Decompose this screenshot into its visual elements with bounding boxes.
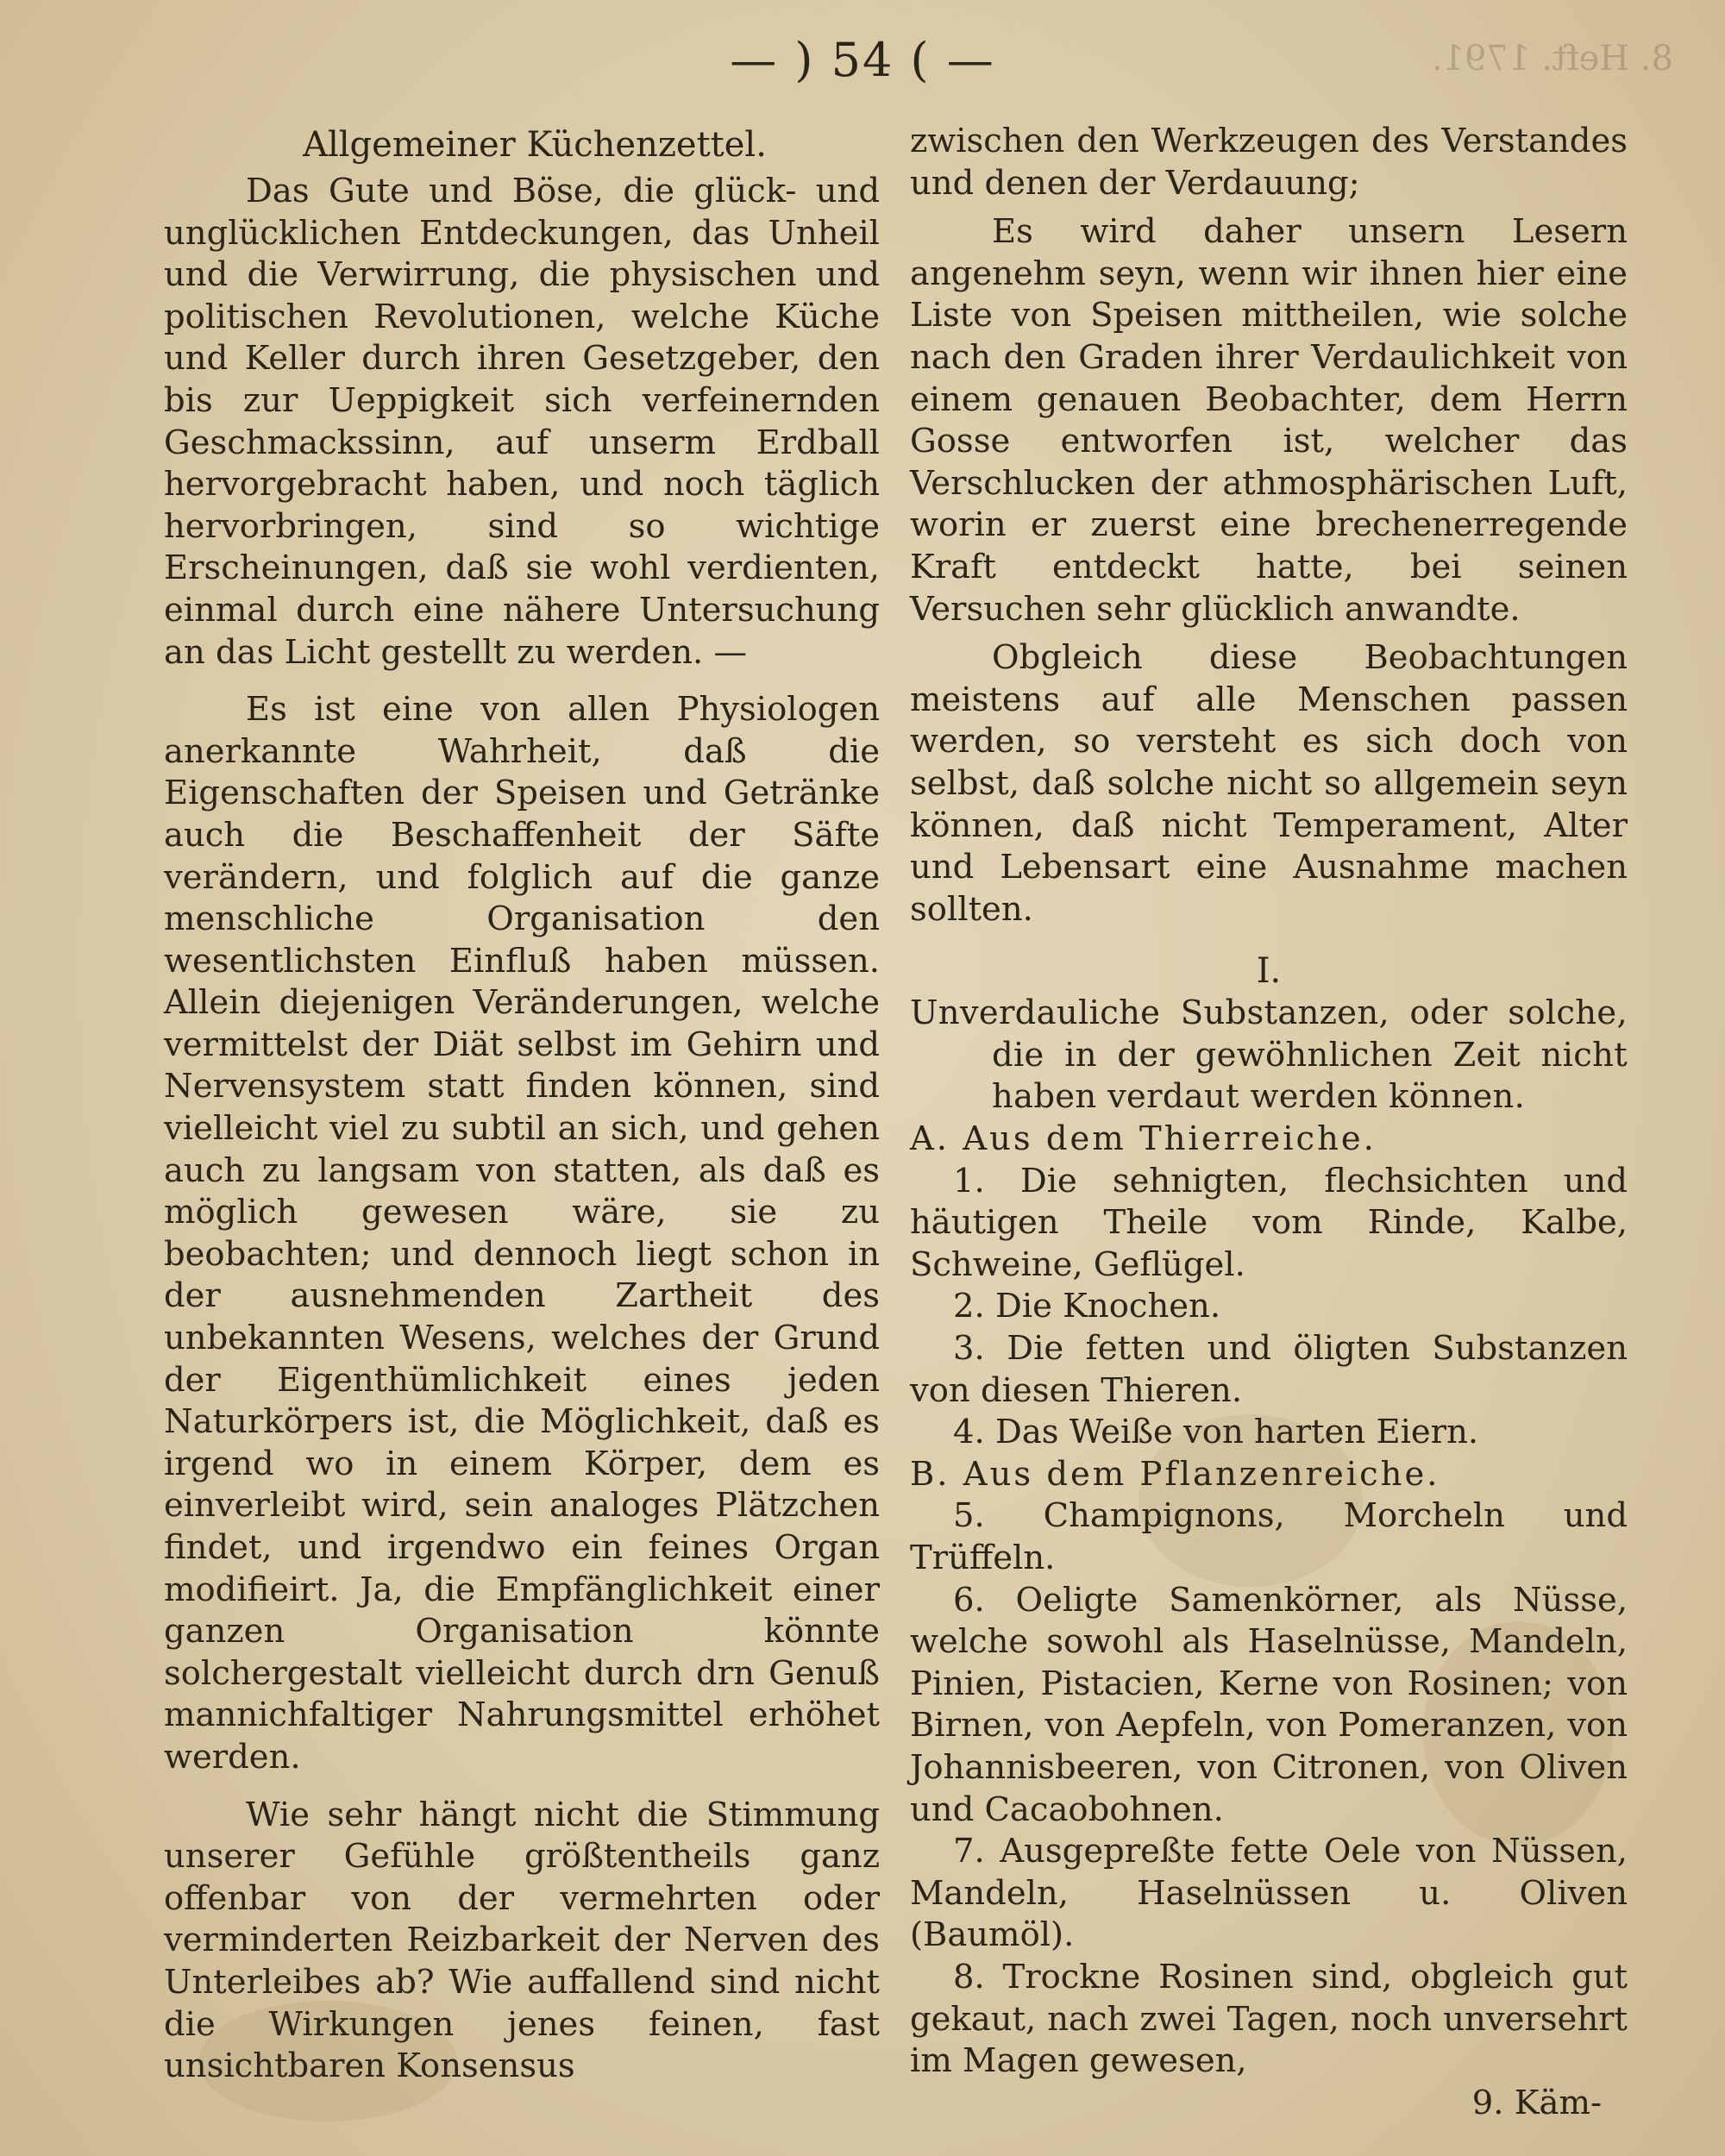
spacer	[910, 630, 1628, 637]
spacer	[910, 204, 1628, 211]
list-item: 7. Ausgepreßte fette Oele von Nüssen, Mandeln, Haselnüssen u. Oliven (Baumöl).	[910, 1832, 1628, 1955]
list-item: 1. Die sehnigten, flechsichten und häutigen Theile vom Rinde, Kalbe, Schweine, Geflügel.	[910, 1161, 1628, 1284]
article-title: Allgemeiner Küchenzettel.	[303, 125, 767, 165]
paragraph: Wie sehr hängt nicht die Stimmung unserer Gefühle größtentheils ganz offenbar von der vermehrten oder verminderten Reizbarkeit der Nerven des Unterleibes ab? Wie auffallend sind nicht die Wirkungen jenes feinen, fast unsichtbaren Konsensus	[164, 1795, 880, 2086]
list-item: 6. Oeligte Samenkörner, als Nüsse, welche sowohl als Haselnüsse, Mandeln, Pinien, Pistacien, Kerne von Rosinen; von Birnen, von Aepfeln, von Pomeranzen, von Johannisbeeren, von Citronen, von Oliven und Cacaobohnen.	[910, 1580, 1628, 1829]
section-number: I.	[1256, 951, 1282, 992]
paragraph: zwischen den Werkzeugen des Verstandes und denen der Verdauung;	[910, 122, 1628, 203]
list-item: 4. Das Weiße von harten Eiern.	[953, 1413, 1479, 1452]
list-item: 2. Die Knochen.	[953, 1287, 1221, 1326]
spacer	[164, 1779, 880, 1795]
paragraph: Es ist eine von allen Physiologen anerkannte Wahrheit, daß die Eigenschaften der Speisen und Getränke auch die Beschaffenheit der Säfte verändern, und folglich auf die ganze menschliche Organisation den wesentlichsten Einfluß haben müssen. Allein diejenigen Veränderungen, welche vermittelst der Diät selbst im Gehirn und Nervensystem statt finden können, sind vielleicht viel zu subtil an sich, und gehen auch zu langsam von statten, als daß es möglich gewesen wäre, sie zu beobachten; und dennoch liegt schon in der ausnehmenden Zartheit des unbekannten Wesens, welches der Grund der Eigenthümlichkeit eines jeden Naturkörpers ist, die Möglichkeit, daß es irgend wo in einem Körper, dem es einverleibt wird, sein analoges Plätzchen findet, und irgendwo ein feines Organ modifieirt. Ja, die Empfänglichkeit einer ganzen Organisation könnte solchergestalt vielleicht durch drn Genuß mannichfaltiger Nahrungsmittel erhöhet werden.	[164, 690, 880, 1777]
bleed-through-text: 8. Heft. 1791.	[1431, 39, 1673, 78]
subheading-animal: A. Aus dem Thierreiche.	[910, 1119, 1377, 1159]
right-column	[910, 121, 1628, 2124]
paragraph: Das Gute und Böse, die glück- und unglücklichen Entdeckungen, das Unheil und die Verwirrung, die physischen und politischen Revolutionen, welche Küche und Keller durch ihren Gesetzgeber, den bis zur Ueppigkeit sich verfeinernden Geschmackssinn, auf unserm Erdball hervorgebracht haben, und noch täglich hervorbringen, sind so wichtige Erscheinungen, daß sie wohl verdienten, einmal durch eine nähere Untersuchung an das Licht gestellt zu werden. —	[164, 172, 880, 672]
section-title: Unverdauliche Substanzen, oder solche, die in der gewöhnlichen Zeit nicht haben verdaut werden können.	[910, 993, 1628, 1117]
list-item: 8. Trockne Rosinen sind, obgleich gut gekaut, nach zwei Tagen, noch unversehrt im Magen gewesen,	[910, 1957, 1628, 2081]
paragraph: Obgleich diese Beobachtungen meistens auf alle Menschen passen werden, so versteht es sich doch von selbst, daß solche nicht so allgemein seyn können, daß nicht Temperament, Alter und Lebensart eine Ausnahme machen sollten.	[910, 638, 1628, 929]
left-column	[164, 121, 880, 2088]
paragraph: Es wird daher unsern Lesern angenehm seyn, wenn wir ihnen hier eine Liste von Speisen mittheilen, wie solche nach den Graden ihrer Verdaulichkeit von einem genauen Beobachter, dem Herrn Gosse entworfen ist, welcher das Verschlucken der athmosphärischen Luft, worin er zuerst eine brechenerregende Kraft entdeckt hatte, bei seinen Versuchen sehr glücklich anwandte.	[910, 212, 1628, 629]
page-header: — ) 54 ( —	[730, 33, 995, 87]
catchword: 9. Käm-	[1471, 2083, 1602, 2122]
subheading-plant: B. Aus dem Pflanzenreiche.	[910, 1454, 1440, 1494]
list-item: 5. Champignons, Morcheln und Trüffeln.	[910, 1496, 1628, 1577]
list-item: 3. Die fetten und öligten Substanzen von diesen Thieren.	[910, 1329, 1628, 1410]
spacer	[164, 674, 880, 689]
